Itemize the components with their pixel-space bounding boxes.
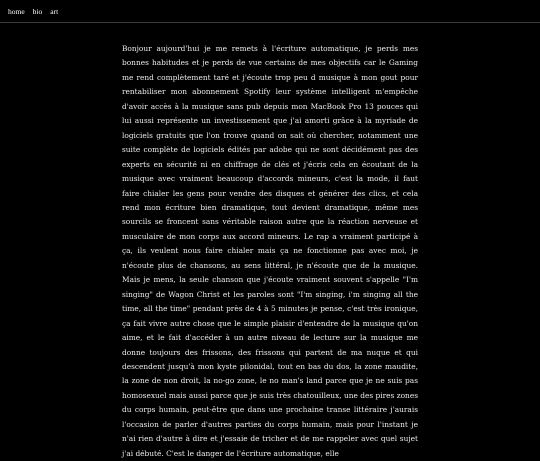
article bbox=[122, 42, 418, 458]
top-nav bbox=[8, 5, 58, 19]
nav-link-art[interactable]: art bbox=[50, 7, 59, 16]
nav-divider bbox=[0, 22, 540, 23]
nav-link-bio[interactable]: bio bbox=[32, 7, 43, 16]
nav-link-home[interactable]: home bbox=[8, 7, 25, 16]
article-body: Bonjour aujourd'hui je me remets à l'écriture automatique, je perds mes bonnes habitudes et je perds de vue certains de mes objectifs car le Gaming me rend complètement taré et j'écoute trop peu d musique à mon gout pour rentabiliser mon abonnement Spotify leur système intelligent m'empêche d'avoir accès à la musique sans pub depuis mon MacBook Pro 13 pouces qui lui aussi représente un investissement que j'ai amorti grâce à la myriade de logiciels gratuits que l'on trouve quand on sait où chercher, notamment une suite complète de logiciels édités par adobe qui ne sont décidément pas des experts en sécurité ni en chiffrage de clés et j'écris cela en écoutant de la musique avec vraiment beaucoup d'accords mineurs, c'est la mode, il faut faire chialer les gens pour vendre des disques et générer des clics, et cela rend mon écriture bien dramatique, tout devient dramatique, même mes sourcils se froncent sans véritable raison autre que la réaction nerveuse et musculaire de mon corps aux accord mineurs. Le rap a vraiment participé à ça, ils veulent nous faire chialer mais ça ne fonctionne pas avec moi, je n'écoute plus de chansons, au sens littéral, je n'écoute que de la musique. Mais je mens, la seule chanson que j'écoute vraiment souvent s'appelle "I'm singing" de Wagon Christ et les paroles sont "I'm singing, i'm singing all the time, all the time" pendant près de 4 à 5 minutes je pense, c'est très ironique, ça fait vivre autre chose que le simple plaisir d'entendre de la musique qu'on aime, et le fait d'accéder à un autre niveau de lecture sur la musique me donne toujours des frissons, des frissons qui partent de ma nuque et qui descendent jusqu'à mon kyste pilonidal, tout en bas du dos, la zone maudite, la zone de non droit, la no-go zone, le no man's land parce que je ne suis pas homosexuel mais aussi parce que je suis très chatouilleux, une des pires zones du corps humain, peut-être que dans une prochaine transe littéraire j'aurais l'occasion de parler d'autres parties du corps humain, mais pour l'instant je n'ai rien d'autre à dire et j'essaie de tricher et de me rappeler avec quel sujet j'ai débuté. C'est le danger de l'écriture automatique, elle bbox=[122, 44, 418, 458]
